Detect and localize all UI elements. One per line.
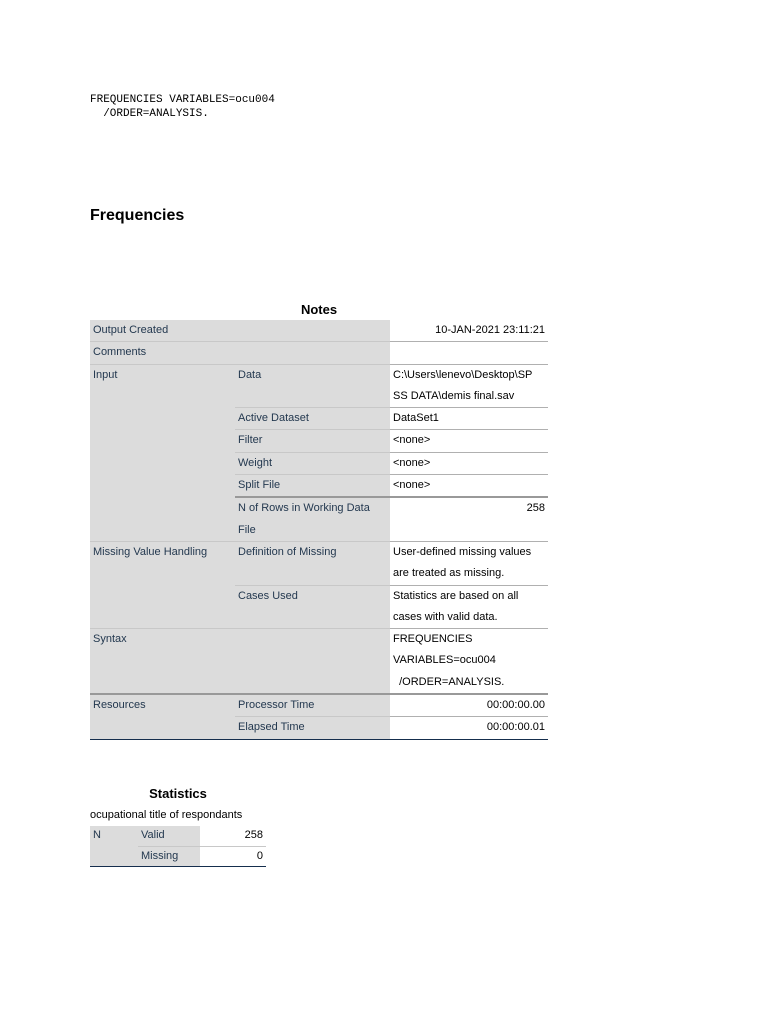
- notes-row-data: [90, 364, 548, 408]
- resources-label: Resources: [90, 694, 235, 739]
- active-dataset-label: Active Dataset: [235, 408, 390, 430]
- filter-value: <none>: [390, 430, 548, 452]
- filter-label: Filter: [235, 430, 390, 452]
- n-rows-label-line-1: N of Rows in Working Data: [238, 502, 370, 515]
- notes-row-output-created: [90, 320, 548, 342]
- valid-label: Valid: [138, 826, 200, 846]
- syntax-label: Syntax: [90, 629, 390, 694]
- output-created-label: Output Created: [90, 320, 390, 342]
- valid-value: 258: [200, 826, 266, 846]
- processor-time-value: 00:00:00.00: [390, 694, 548, 717]
- statistics-table-title: Statistics: [149, 786, 207, 801]
- input-label: Input: [90, 364, 235, 541]
- data-value-line-1: C:\Users\lenevo\Desktop\SP: [393, 368, 533, 381]
- split-file-value: <none>: [390, 475, 548, 498]
- weight-value: <none>: [390, 452, 548, 474]
- statistics-table: [90, 826, 266, 867]
- definition-missing-value: [390, 541, 548, 585]
- statistics-caption: ocupational title of respondants: [90, 809, 243, 821]
- notes-row-processor-time: [90, 694, 548, 717]
- cases-used-value: [390, 585, 548, 629]
- data-label: Data: [235, 364, 390, 408]
- n-label: N: [90, 826, 138, 867]
- active-dataset-value: DataSet1: [390, 408, 548, 430]
- syntax-value: [390, 629, 548, 694]
- data-value-line-2: SS DATA\demis final.sav: [393, 389, 515, 402]
- statistics-row-valid: [90, 826, 266, 846]
- output-created-value: 10-JAN-2021 23:11:21: [390, 320, 548, 342]
- notes-table-title: Notes: [300, 302, 338, 317]
- comments-label: Comments: [90, 342, 390, 364]
- notes-row-comments: [90, 342, 548, 364]
- elapsed-time-value: 00:00:00.01: [390, 717, 548, 739]
- cases-used-line-2: cases with valid data.: [393, 610, 498, 623]
- definition-missing-line-2: are treated as missing.: [393, 567, 505, 580]
- n-rows-value: 258: [390, 497, 548, 541]
- data-value: [390, 364, 548, 408]
- split-file-label: Split File: [235, 475, 390, 498]
- definition-missing-line-1: User-defined missing values: [393, 545, 532, 558]
- weight-label: Weight: [235, 452, 390, 474]
- processor-time-label: Processor Time: [235, 694, 390, 717]
- syntax-value-line-1: FREQUENCIES: [393, 633, 473, 646]
- elapsed-time-label: Elapsed Time: [235, 717, 390, 739]
- cases-used-label: Cases Used: [235, 585, 390, 629]
- comments-value: [390, 342, 548, 364]
- missing-value-handling-label: Missing Value Handling: [90, 541, 235, 628]
- n-rows-label: [235, 497, 390, 541]
- definition-missing-label: Definition of Missing: [235, 541, 390, 585]
- syntax-command: FREQUENCIES VARIABLES=ocu004 /ORDER=ANALYSIS.: [90, 94, 275, 120]
- syntax-value-line-2: VARIABLES=ocu004: [393, 654, 496, 667]
- notes-row-definition-missing: [90, 541, 548, 585]
- syntax-value-line-3: /ORDER=ANALYSIS.: [393, 675, 505, 688]
- notes-row-syntax: [90, 629, 548, 694]
- cases-used-line-1: Statistics are based on all: [393, 589, 519, 602]
- section-heading: Frequencies: [90, 207, 185, 224]
- notes-table: [90, 320, 548, 740]
- missing-value: 0: [200, 846, 266, 867]
- n-rows-label-line-2: File: [238, 523, 256, 536]
- missing-label: Missing: [138, 846, 200, 867]
